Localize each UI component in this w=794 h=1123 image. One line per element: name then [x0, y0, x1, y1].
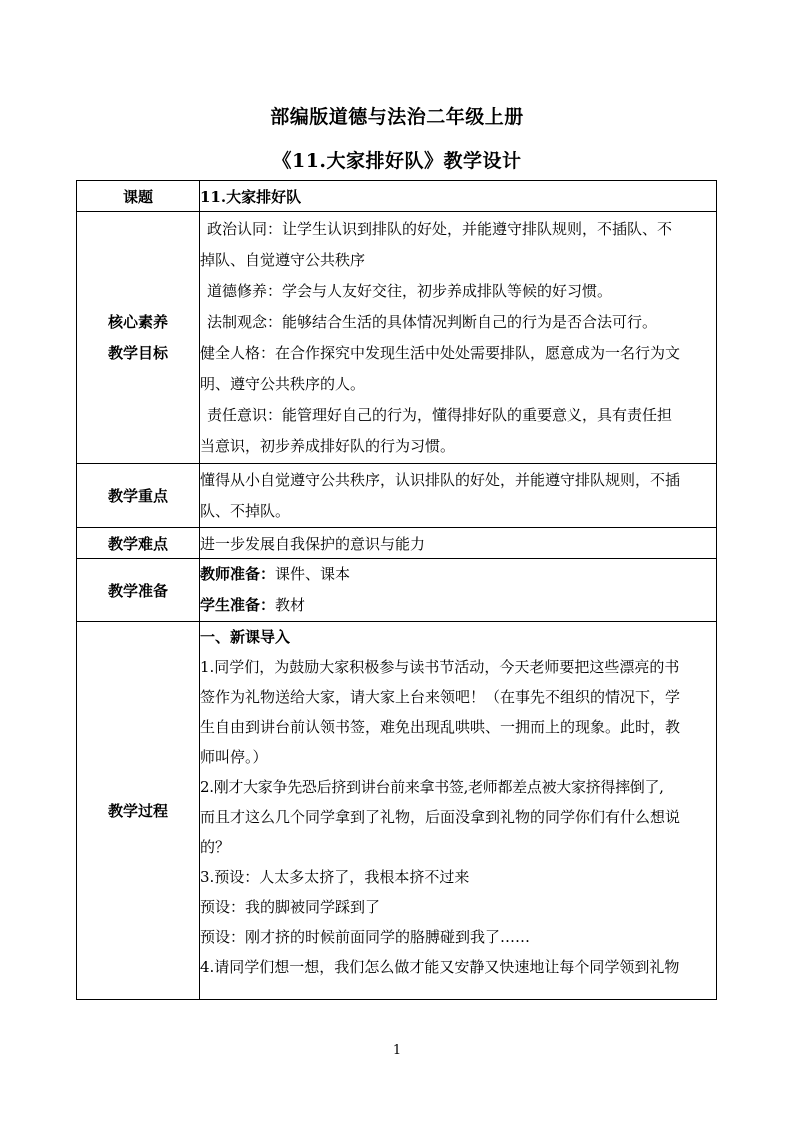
process-line: 而且才这么几个同学拿到了礼物，后面没拿到礼物的同学你们有什么想说 [200, 808, 681, 826]
difficulty-label: 教学难点 [77, 528, 200, 559]
process-line: 预设：刚才挤的时候前面同学的胳膊碰到我了…… [200, 928, 531, 946]
focus-line: 队、不掉队。 [200, 501, 291, 520]
lesson-plan-table [76, 180, 717, 1000]
goals-content [200, 212, 717, 464]
teacher-prep-label: 教师准备： [200, 565, 276, 583]
goal-line: 责任意识：能管理好自己的行为，懂得排好队的重要意义，具有责任担 [207, 405, 673, 424]
document-subtitle: 《11.大家排好队》教学设计 [272, 150, 522, 172]
process-line: 生自由到讲台前认领书签，难免出现乱哄哄、一拥而上的现象。此时，教 [200, 718, 681, 736]
goal-line: 法制观念：能够结合生活的具体情况判断自己的行为是否合法可行。 [207, 312, 658, 331]
difficulty-value: 进一步发展自我保护的意识与能力 [200, 528, 717, 559]
process-line: 4.请同学们想一想，我们怎么做才能又安静又快速地让每个同学领到礼物 [200, 958, 680, 976]
table-row-difficulty [77, 528, 717, 559]
table-row-goals [77, 212, 717, 464]
process-label: 教学过程 [77, 622, 200, 1000]
focus-line: 懂得从小自觉遵守公共秩序，认识排队的好处，并能遵守排队规则，不插 [200, 470, 681, 489]
process-line: 的？ [200, 838, 231, 856]
goal-line: 明、遵守公共秩序的人。 [200, 374, 366, 393]
student-prep-value: 教材 [275, 596, 306, 614]
process-line: 预设：我的脚被同学踩到了 [200, 898, 381, 916]
table-row-focus [77, 464, 717, 528]
process-line: 2.刚才大家争先恐后挤到讲台前来拿书签,老师都差点被大家挤得摔倒了, [200, 778, 664, 796]
goals-label [77, 212, 200, 464]
student-prep-label: 学生准备： [200, 596, 276, 614]
process-line: 3.预设：人太多太挤了，我根本挤不过来 [200, 868, 470, 886]
goal-line: 政治认同：让学生认识到排队的好处，并能遵守排队规则，不插队、不 [207, 219, 673, 238]
prep-content [200, 559, 717, 622]
goals-label-line2: 教学目标 [107, 343, 168, 362]
process-section-title: 一、新课导入 [200, 628, 291, 646]
goal-line: 当意识，初步养成排好队的行为习惯。 [200, 436, 456, 455]
topic-value: 11.大家排好队 [200, 181, 717, 212]
teacher-prep-value: 课件、课本 [275, 565, 351, 583]
process-line: 1.同学们，为鼓励大家积极参与读书节活动，今天老师要把这些漂亮的书 [200, 658, 680, 676]
goal-line: 道德修养：学会与人友好交往，初步养成排队等候的好习惯。 [207, 281, 613, 300]
process-line: 签作为礼物送给大家，请大家上台来领吧！（在事先不组织的情况下，学 [200, 688, 681, 706]
prep-label: 教学准备 [77, 559, 200, 622]
table-row-prep [77, 559, 717, 622]
process-line: 师叫停。） [200, 748, 268, 766]
goals-label-line1: 核心素养 [107, 312, 168, 331]
focus-label: 教学重点 [77, 464, 200, 528]
document-title: 部编版道德与法治二年级上册 [270, 106, 524, 128]
topic-label: 课题 [77, 181, 200, 212]
table-row-process [77, 622, 717, 1000]
focus-content [200, 464, 717, 528]
page-number: 1 [392, 1043, 402, 1058]
process-content [200, 622, 717, 1000]
teacher-prep [200, 559, 716, 590]
goal-line: 掉队、自觉遵守公共秩序 [200, 250, 366, 269]
goal-line: 健全人格：在合作探究中发现生活中处处需要排队，愿意成为一名行为文 [200, 343, 681, 362]
table-row-topic [77, 181, 717, 212]
student-prep [200, 590, 716, 621]
